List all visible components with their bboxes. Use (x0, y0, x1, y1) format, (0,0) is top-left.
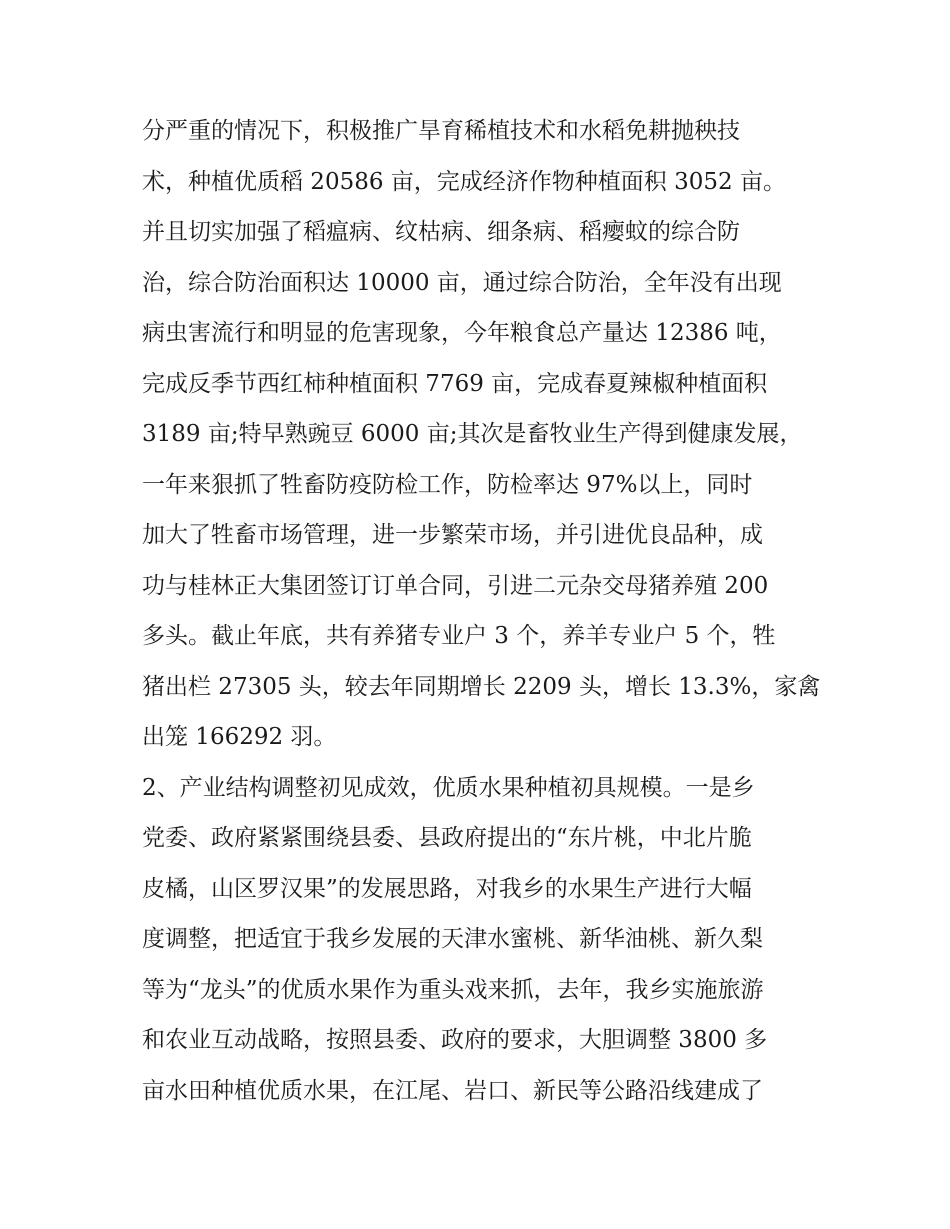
document-body (142, 106, 822, 1116)
text-line: 并且切实加强了稻瘟病、纹枯病、细条病、稻瘿蚊的综合防 (142, 219, 740, 245)
text-line: 治，综合防治面积达 10000 亩，通过综合防治，全年没有出现 (142, 269, 782, 296)
text-line: 多头。截止年底，共有养猪专业户 3 个，养羊专业户 5 个，牲 (142, 623, 776, 649)
text-line: 猪出栏 27305 头，较去年同期增长 2209 头，增长 13.3%，家禽 (142, 673, 821, 700)
text-line: 皮橘，山区罗汉果”的发展思路，对我乡的水果生产进行大幅 (142, 875, 752, 902)
text-line: 2、产业结构调整初见成效，优质水果种植初具规模。一是乡 (142, 774, 755, 801)
text-line: 等为“龙头”的优质水果作为重头戏来抓，去年，我乡实施旅游 (142, 976, 764, 1003)
text-line: 完成反季节西红柿种植面积 7769 亩，完成春夏辣椒种植面积 (142, 370, 768, 397)
text-line: 分严重的情况下，积极推广旱育稀植技术和水稻免耕抛秧技 (142, 118, 740, 144)
text-line: 加大了牲畜市场管理，进一步繁荣市场，并引进优良品种，成 (142, 522, 763, 548)
text-line: 术，种植优质稻 20586 亩，完成经济作物种植面积 3052 亩。 (142, 168, 786, 195)
text-line: 度调整，把适宜于我乡发展的天津水蜜桃、新华油桃、新久梨 (142, 926, 763, 952)
text-line: 和农业互动战略，按照县委、政府的要求，大胆调整 3800 多 (142, 1027, 768, 1053)
text-line: 3189 亩;特早熟豌豆 6000 亩;其次是畜牧业生产得到健康发展， (142, 421, 803, 447)
text-line: 亩水田种植优质水果，在江尾、岩口、新民等公路沿线建成了 (142, 1077, 763, 1104)
text-line: 病虫害流行和明显的危害现象，今年粮食总产量达 12386 吨， (142, 320, 782, 346)
text-line: 一年来狠抓了牲畜防疫防检工作，防检率达 97%以上，同时 (142, 471, 753, 498)
text-line: 党委、政府紧紧围绕县委、县政府提出的“东片桃，中北片脆 (142, 825, 752, 851)
text-line: 出笼 166292 羽。 (142, 724, 337, 750)
text-line: 功与桂林正大集团签订订单合同，引进二元杂交母猪养殖 200 (142, 572, 769, 599)
